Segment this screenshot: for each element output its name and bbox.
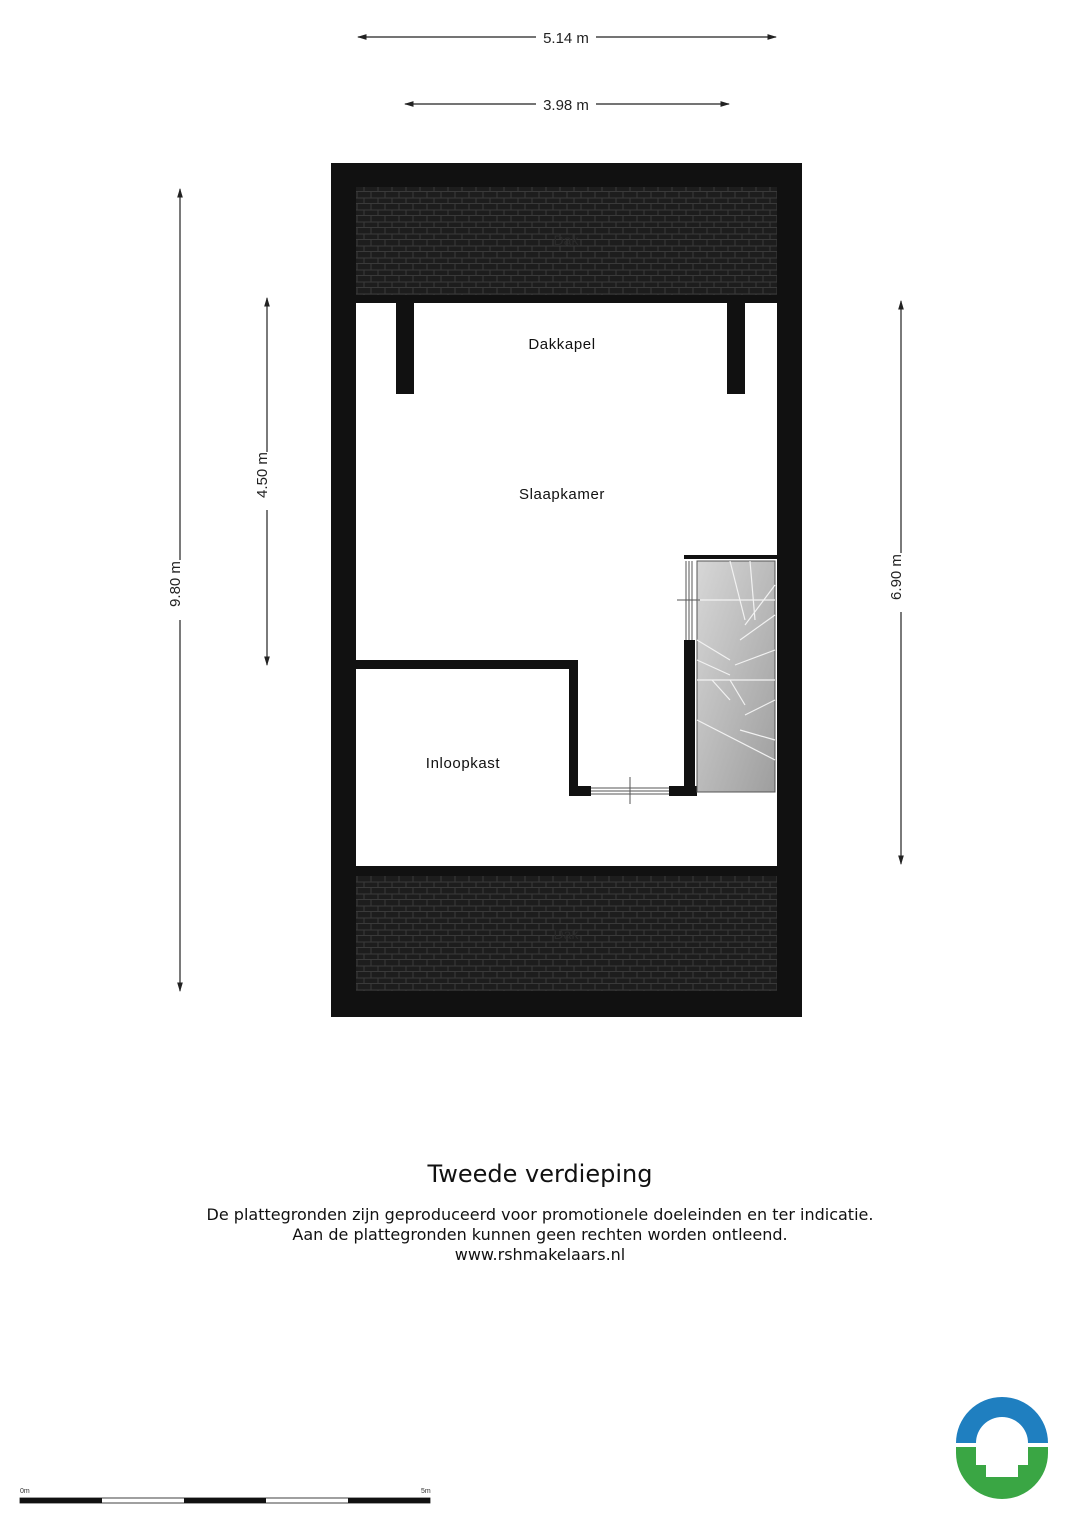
dimension-left-outer-label: 9.80 m <box>167 561 184 607</box>
dimension-left-outer <box>167 189 184 991</box>
dimension-top-inner <box>405 97 729 114</box>
dimension-top-outer <box>358 30 776 47</box>
house-logo-icon <box>948 1395 1056 1503</box>
room-label-bedroom: Slaapkamer <box>518 486 606 503</box>
website-url: www.rshmakelaars.nl <box>454 1245 626 1264</box>
dimension-right <box>888 301 905 864</box>
roof-top-label: Dak <box>553 232 579 248</box>
floor-title: Tweede verdieping <box>427 1160 653 1188</box>
scale-bar-end-label: 5m <box>421 1488 431 1495</box>
room-label-walk-in-closet: Inloopkast <box>425 755 501 772</box>
disclaimer-line-2: Aan de plattegronden kunnen geen rechten worden ontleend. <box>292 1225 788 1244</box>
stairs <box>677 555 777 796</box>
disclaimer-line-1: De plattegronden zijn geproduceerd voor promotionele doeleinden en ter indicatie. <box>206 1205 874 1224</box>
dormer-post-right <box>727 303 745 394</box>
dimension-left-inner <box>254 298 271 665</box>
dimension-right-label: 6.90 m <box>888 554 905 600</box>
scale-bar <box>20 1498 430 1503</box>
dimension-left-inner-label: 4.50 m <box>254 452 271 498</box>
dormer-post-left <box>396 303 414 394</box>
room-label-dormer: Dakkapel <box>528 336 596 353</box>
scale-bar-start-label: 0m <box>20 1488 30 1495</box>
roof-bottom-label: Dak <box>553 926 579 942</box>
dimension-top-inner-label: 3.98 m <box>543 97 589 114</box>
dimension-top-outer-label: 5.14 m <box>543 30 589 47</box>
